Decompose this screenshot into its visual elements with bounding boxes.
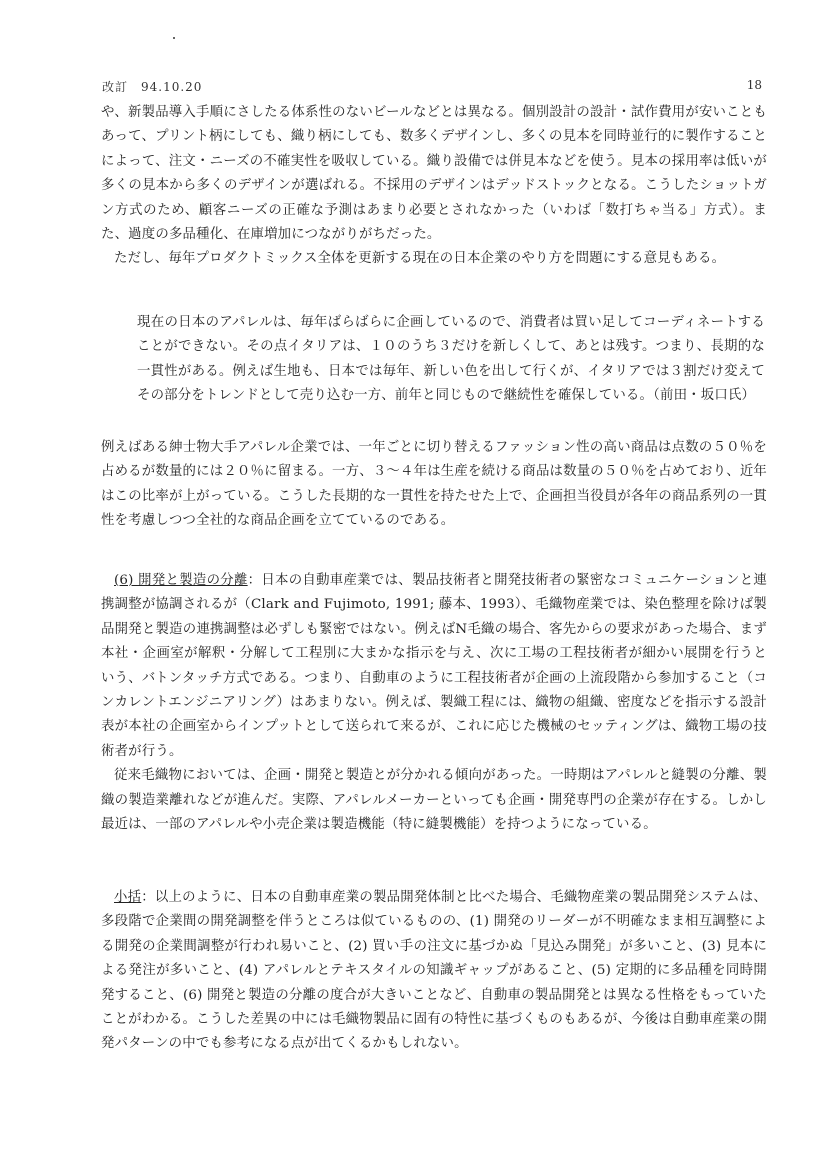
- summary-text: ：以上のように、日本の自動車産業の製品開発体制と比べた場合、毛織物産業の製品開発システムは、多段階で企業間の開発調整を伴うところは似ているものの、(1) 開発のリーダーが不明確なまま相互調整による開発の企業間調整が行われ易いこと、(2) 買い手の注文に基づかぬ「見込み開発」が多いこと、(3) 見本による発注が多いこと、(4) アパレルとテキスタイルの知識ギャップがあること、(5) 定期的に多品種を同時開発すること、(6) 開発と製造の分離の度合が大きいことなど、自動車の製品開発とは異なる性格をもっていたことがわかる。こうした差異の中には毛織物製品に固有の特性に基づくものもあるが、今後は自動車産業の開発パターンの中でも参考になる点が出てくるかもしれない。: [101, 890, 767, 1052]
- paragraph-product-mix-critique: ただし、毎年プロダクトミックス全体を更新する現在の日本企業のやり方を問題にする意見もある。: [114, 251, 726, 267]
- page-header: [102, 78, 762, 98]
- revision-date: 改訂 94.10.20: [102, 80, 203, 94]
- interview-quote: [137, 311, 765, 409]
- section6-text: ：日本の自動車産業では、製品技術者と開発技術者の緊密なコミュニケーションと連携調整が協調されるが（Clark and Fujimoto, 1991; 藤本、1993）、毛織物産業では、染色整理を除けば製品開発と製造の連携調整は必ずしも緊密ではない。例えばN毛織の場合、客先からの要求があった場合、まず本社・企画室が解釈・分解して工程別に大まかな指示を与え、次に工場の工程技術者が細かい展開を行うという、バトンタッチ方式である。つまり、自動車のように工程技術者が企画の上流段階から参加すること（コンカレントエンジニアリング）はあまりない。例えば、製織工程には、織物の組織、密度などを指示する設計表が本社の企画室からインプットとして送られて来るが、これに応じた機械のセッティングは、織物工場の技術者が行う。: [101, 573, 768, 759]
- paragraph-menswear-example: 例えばある紳士物大手アパレル企業では、一年ごとに切り替えるファッション性の高い商品は点数の５０％を占めるが数量的には２０％に留まる。一方、３～４年は生産を続ける商品は数量の５０％を占めており、近年はこの比率が上がっている。こうした長期的な一貫性を持たせた上で、企画担当役員が各年の商品系列の一貫性を考慮しつつ全社的な商品企画を立てているのである。: [101, 440, 767, 529]
- quote-text: 現在の日本のアパレルは、毎年ばらばらに企画しているので、消費者は買い足してコーディネートすることができない。その点イタリアは、１０のうち３だけを新しくして、あとは残す。つまり、長期的な一貫性がある。例えば生地も、日本では毎年、新しい色を出して行くが、イタリアでは３割だけ変えてその部分をトレンドとして売り込む一方、前年と同じもので継続性を確保している。（前田・坂口氏）: [137, 315, 765, 404]
- paragraph-shotgun-method: や、新製品導入手順にさしたる体系性のないビールなどとは異なる。個別設計の設計・試作費用が安いこともあって、プリント柄にしても、織り柄にしても、数多くデザインし、多くの見本を同時並行的に製作することによって、注文・ニーズの不確実性を吸収している。織り設備では併見本などを使う。見本の採用率は低いが多くの見本から多くのデザインが選ばれる。不採用のデザインはデッドストックとなる。こうしたショットガン方式のため、顧客ニーズの正確な予測はあまり必要とされなかった（いわば「数打ちゃ当る」方式）。また、過度の多品種化、在庫増加につながりがちだった。: [101, 105, 767, 243]
- opening-paragraphs: [101, 101, 767, 272]
- example-paragraph-block: [101, 436, 767, 534]
- section6-heading: (6) 開発と製造の分離: [114, 573, 248, 588]
- summary-heading: 小括: [114, 890, 142, 905]
- summary-paragraph: [101, 886, 767, 1057]
- section-development-manufacturing: [101, 569, 767, 837]
- section6-paragraph: [101, 569, 767, 764]
- summary-section: [101, 886, 767, 1057]
- page-number: 18: [746, 78, 762, 92]
- scan-speck: [173, 37, 175, 39]
- paragraph-separation-trend: 従来毛織物においては、企画・開発と製造とが分かれる傾向があった。一時期はアパレルと縫製の分離、製織の製造業離れなどが進んだ。実際、アパレルメーカーといっても企画・開発専門の企業が存在する。しかし最近は、一部のアパレルや小売企業は製造機能（特に縫製機能）を持つようになっている。: [101, 768, 767, 833]
